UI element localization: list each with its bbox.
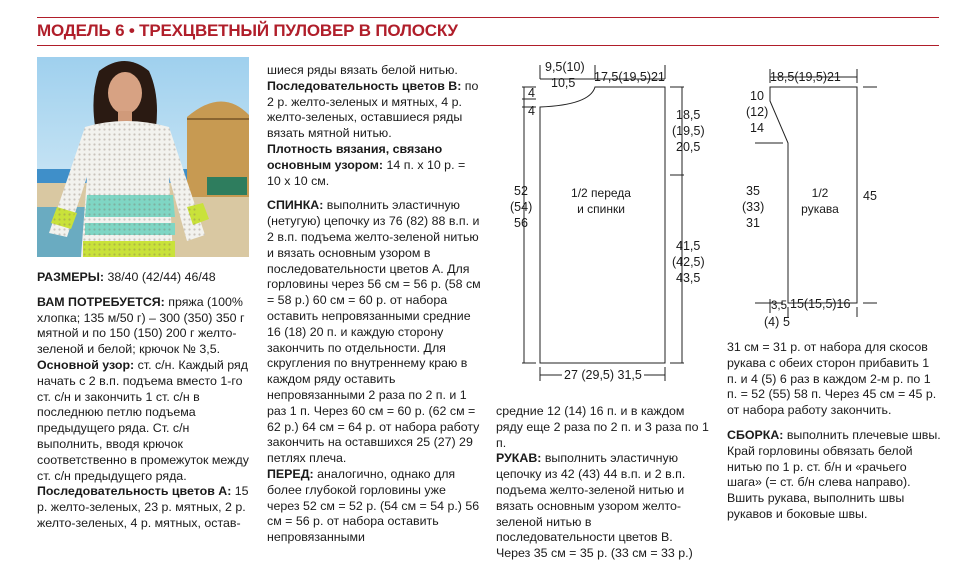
sleeve-cap-label-1: 10 [750, 89, 764, 103]
materials-paragraph [37, 295, 251, 358]
sleeve-center-label-1: 1/2 [811, 186, 829, 200]
assembly-paragraph [727, 428, 941, 523]
title-rule-top [37, 17, 939, 18]
sleeve-bottom-left-label-1: 3,5 [771, 300, 787, 312]
sleeve-paragraph [496, 451, 710, 562]
sleeve-bottom-left-label-3: 5 [783, 315, 790, 329]
sizes-label: РАЗМЕРЫ: [37, 270, 104, 284]
body-shoulder-label-1: 18,5 [676, 108, 701, 122]
body-lower-label-1: 41,5 [676, 239, 701, 253]
body-height-label-3: 56 [514, 216, 528, 230]
model-photo [37, 57, 249, 257]
text-column-4 [727, 340, 941, 523]
col2-continuation: шиеся ряды вязать белой нитью. [267, 63, 458, 77]
color-sequence-b-paragraph [267, 79, 481, 142]
body-height-label-2: (54) [510, 200, 533, 214]
sizes-paragraph [37, 270, 251, 286]
body-neck-label-1: 4 [528, 86, 535, 100]
main-pattern-paragraph [37, 358, 251, 484]
front-paragraph [267, 467, 481, 546]
sleeve-height-label-3: 31 [746, 216, 760, 230]
body-lower-label-2: (42,5) [672, 255, 705, 269]
sleeve-bottom-label: 15(15,5)16 [790, 297, 851, 311]
body-top-left-label-1: 9,5(10) [545, 60, 585, 74]
sleeve-text: выполнить эластичную цепочку из 42 (43) 44 в.п. и 2 в.п. подъема желто-зеленой нитью и вязать основным узором желто-зеленой нитью в последовательности цветов В. Через 35 см = 35 р. (33 см = 33 р.) [496, 451, 693, 561]
body-shoulder-label-3: 20,5 [676, 140, 701, 154]
body-top-left-label-2: 10,5 [551, 76, 576, 90]
color-sequence-b-label: Последовательность цветов В: [267, 78, 462, 93]
title-rule-bottom [37, 45, 939, 46]
sleeve-label: РУКАВ: [496, 451, 542, 466]
body-shoulder-label-2: (19,5) [672, 124, 705, 138]
materials-text: пряжа (100% хлопка; 135 м/50 г) – 300 (350) 350 г мятной и по 150 (150) 200 г желто-зеленой и белой; крючок № 3,5. [37, 294, 245, 357]
main-pattern-label: Основной узор: [37, 357, 135, 372]
sleeve-total-label: 45 [863, 189, 877, 203]
density-paragraph [267, 142, 481, 189]
body-center-label-1: 1/2 переда [571, 186, 631, 200]
color-sequence-a-label: Последовательность цветов А: [37, 484, 232, 499]
assembly-text: выполнить плечевые швы. Край горловины обвязать белой нитью по 1 р. ст. б/н и «рачьего шага» (= ст. б/н слева направо). Вшить рукава, выполнить швы рукавов и боковые швы. [727, 427, 941, 521]
body-neck-label-2: 4 [528, 104, 535, 118]
color-sequence-a-paragraph [37, 484, 251, 531]
text-column-1 [37, 270, 251, 532]
sleeve-height-label-2: (33) [742, 200, 765, 214]
body-center-label-2: и спинки [577, 202, 625, 216]
col3-continuation: средние 12 (14) 16 п. и в каждом ряду еще 2 раза по 2 п. и 3 раза по 1 п. [496, 404, 709, 450]
body-lower-label-3: 43,5 [676, 271, 701, 285]
body-top-right-label: 17,5(19,5)21 [594, 70, 665, 84]
back-paragraph [267, 198, 481, 467]
page-title: МОДЕЛЬ 6 • ТРЕХЦВЕТНЫЙ ПУЛОВЕР В ПОЛОСКУ [37, 21, 458, 40]
sleeve-height-label-1: 35 [746, 184, 760, 198]
main-pattern-text: ст. с/н. Каждый ряд начать с 2 в.п. подъема вместо 1-го ст. с/н и закончить 1 ст. с/н в последнюю петлю подъема предыдущего ряда. Ст. с/н выполнить, вводя крючок соответственно в промежуток между ст. с/н предыдущего ряда. [37, 357, 249, 483]
sleeve-cap-label-3: 14 [750, 121, 764, 135]
body-height-label-1: 52 [514, 184, 528, 198]
density-text: 14 п. х 10 р. = 10 х 10 см. [267, 157, 466, 188]
sleeve-center-label-2: рукава [801, 202, 839, 216]
back-text: выполнить эластичную (нетугую) цепочку из 76 (82) 88 в.п. и 2 в.п. подъема желто-зеленой нитью и вязать основным узором в последовательности цветов А. Для горловины через 56 см = 56 р. (58 см = 58 р.) 60 см = 60 р. от набора оставить непровязанными средние 16 (18) 20 п. и каждую сторону закончить по отдельности. Для скругления по внутреннему краю в каждом ряду оставить непровязанными 2 раза по 2 п. и 1 раз 1 п. Через 60 см = 60 р. (62 см = 62 р.) 64 см = 64 р. от набора работу закончить на оставшихся 25 (27) 29 петлях плеча. [267, 198, 481, 466]
body-bottom-label: 27 (29,5) 31,5 [564, 368, 642, 382]
color-sequence-a-text: 15 р. желто-зеленых, 23 р. мятных, 2 р. желто-зеленых, 4 р. мятных, остав- [37, 484, 249, 530]
text-column-2 [267, 63, 481, 546]
materials-label: ВАМ ПОТРЕБУЕТСЯ: [37, 294, 165, 309]
col4-continuation: 31 см = 31 р. от набора для скосов рукава с обеих сторон прибавить 1 п. и 4 (5) 6 раз в каждом 2-м р. по 1 п. = 52 (55) 58 п. Через 45 см = 45 р. от набора работу закончить. [727, 340, 937, 418]
sleeve-top-label: 18,5(19,5)21 [770, 70, 841, 84]
front-text: аналогично, однако для более глубокой горловины уже через 52 см = 52 р. (54 см = 54 р.) 56 см = 56 р. от набора оставить непровязанными [267, 466, 480, 545]
density-label: Плотность вязания, связано основным узором: [267, 141, 443, 172]
sleeve-bottom-left-label-2: (4) [764, 315, 780, 329]
front-label: ПЕРЕД: [267, 466, 314, 481]
sizes-text: 38/40 (42/44) 46/48 [104, 270, 216, 284]
assembly-label: СБОРКА: [727, 427, 784, 442]
sleeve-cap-label-2: (12) [746, 105, 769, 119]
body-outline [540, 87, 665, 363]
color-sequence-b-text: по 2 р. желто-зеленых и мятных, 4 р. желто-зеленых, оставшиеся ряды вязать мятной нитью. [267, 78, 479, 141]
back-label: СПИНКА: [267, 198, 324, 213]
text-column-3 [496, 404, 710, 562]
